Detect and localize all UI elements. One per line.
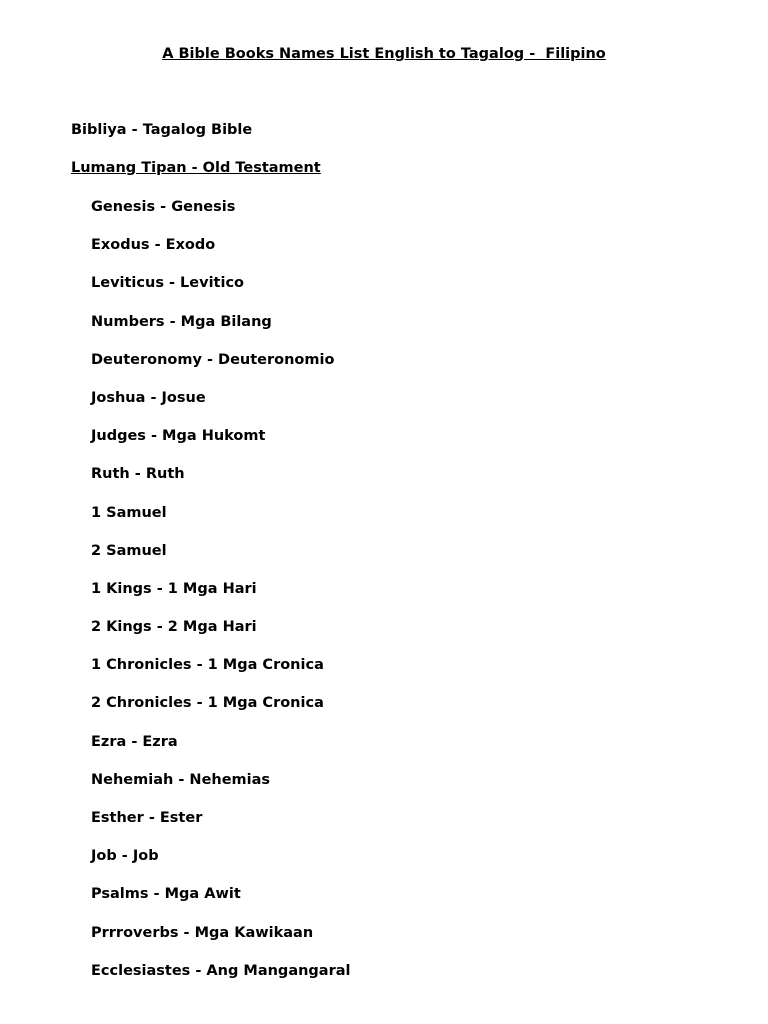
document-title: A Bible Books Names List English to Tagalog - Filipino xyxy=(162,46,606,62)
book-item-2-samuel: 2 Samuel xyxy=(91,542,167,559)
book-item-proverbs: Prrroverbs - Mga Kawikaan xyxy=(91,924,314,941)
book-item-genesis: Genesis - Genesis xyxy=(91,199,236,215)
book-item-1-samuel: 1 Samuel xyxy=(91,504,167,521)
book-item-psalms: Psalms - Mga Awit xyxy=(91,886,241,903)
book-item-joshua: Joshua - Josue xyxy=(91,389,206,406)
book-item-1-kings: 1 Kings - 1 Mga Hari xyxy=(91,580,257,597)
book-item-2-kings: 2 Kings - 2 Mga Hari xyxy=(91,619,257,636)
book-item-deuteronomy: Deuteronomy - Deuteronomio xyxy=(91,351,335,368)
book-item-ezra: Ezra - Ezra xyxy=(91,733,178,750)
bible-heading: Bibliya - Tagalog Bible xyxy=(71,122,253,138)
book-item-1-chronicles: 1 Chronicles - 1 Mga Cronica xyxy=(91,657,324,674)
book-item-numbers: Numbers - Mga Bilang xyxy=(91,313,272,330)
book-item-ecclesiastes: Ecclesiastes - Ang Mangangaral xyxy=(91,962,351,979)
book-item-2-chronicles: 2 Chronicles - 1 Mga Cronica xyxy=(91,695,324,712)
book-item-job: Job - Job xyxy=(91,848,159,865)
book-list xyxy=(91,198,351,1000)
book-item-nehemiah: Nehemiah - Nehemias xyxy=(91,771,271,788)
book-item-ruth: Ruth - Ruth xyxy=(91,466,185,483)
book-item-esther: Esther - Ester xyxy=(91,810,203,826)
book-item-judges: Judges - Mga Hukomt xyxy=(91,428,266,445)
book-item-leviticus: Leviticus - Levitico xyxy=(91,275,245,292)
old-testament-heading: Lumang Tipan - Old Testament xyxy=(71,160,321,176)
book-item-exodus: Exodus - Exodo xyxy=(91,237,216,254)
